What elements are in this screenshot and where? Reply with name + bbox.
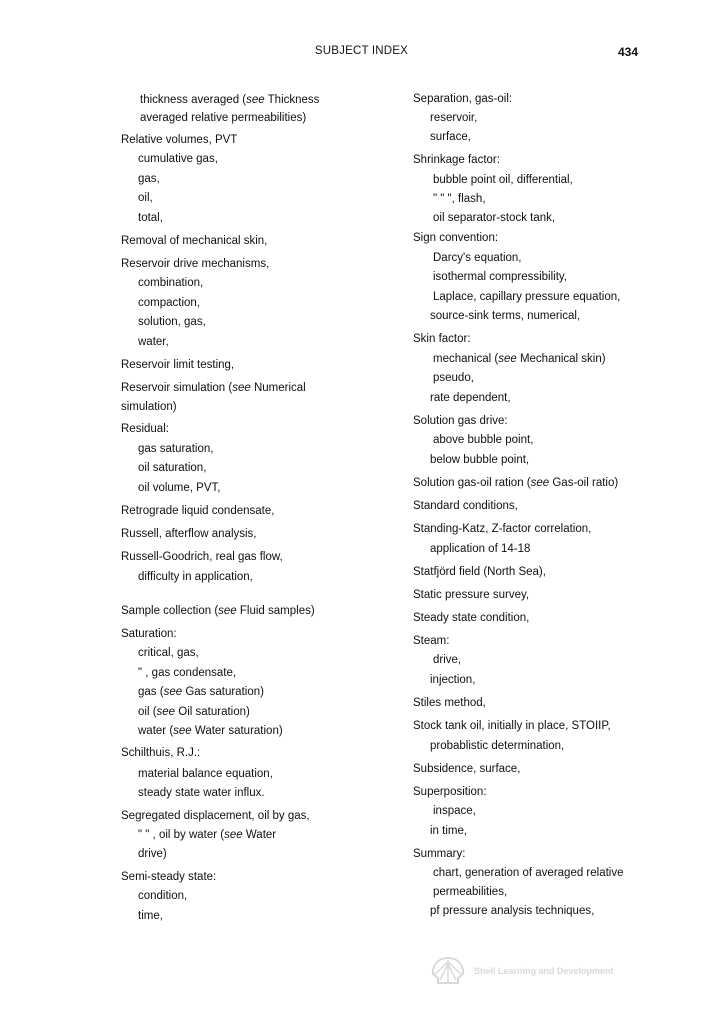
index-entry-text: oil separator-stock tank, [433, 212, 556, 224]
index-entry [121, 110, 306, 126]
index-entry-text: " , gas condensate, [138, 667, 237, 679]
index-entry-text: gas, [138, 173, 160, 185]
index-entry [121, 549, 283, 565]
index-entry [121, 314, 206, 330]
index-entry-text: Russell-Goodrich, real gas flow, [121, 551, 283, 563]
index-entry [413, 475, 618, 491]
index-entry-text: time, [138, 910, 163, 922]
footer-brand [430, 954, 660, 990]
index-entry-text: Summary: [413, 848, 466, 860]
see-reference-word: see [246, 94, 265, 106]
see-reference-word: see [232, 382, 251, 394]
index-entry [121, 785, 265, 801]
index-entry-text: Separation, gas-oil: [413, 93, 513, 105]
index-entry-text: Reservoir limit testing, [121, 359, 235, 371]
index-entry-text: Russell, afterflow analysis, [121, 528, 257, 540]
index-entry-text: Skin factor: [413, 333, 471, 345]
index-entry-text: " " ", flash, [433, 193, 486, 205]
index-entry [413, 289, 620, 305]
index-entry [413, 695, 486, 711]
index-entry-text: compaction, [138, 297, 201, 309]
index-entry-text: oil ( [138, 706, 157, 718]
index-entry [121, 684, 264, 700]
see-reference-target: Numerical [250, 382, 306, 394]
index-entry [413, 738, 564, 754]
index-entry-text: Solution gas drive: [413, 415, 508, 427]
index-entry [413, 351, 606, 367]
index-entry [121, 808, 310, 824]
index-entry-text: rate dependent, [430, 392, 511, 404]
index-entry-text: bubble point oil, differential, [433, 174, 573, 186]
see-reference-word: see [173, 725, 192, 737]
index-entry-text: pseudo, [433, 372, 474, 384]
index-entry-text: total, [138, 212, 163, 224]
index-entry-text: Static pressure survey, [413, 589, 530, 601]
index-entry [413, 803, 476, 819]
index-entry [413, 413, 508, 429]
index-entry [121, 704, 250, 720]
index-entry-text: injection, [430, 674, 476, 686]
index-entry [121, 569, 253, 585]
index-entry [121, 171, 160, 187]
index-entry [121, 460, 206, 476]
index-entry-text: Standing-Katz, Z-factor correlation, [413, 523, 592, 535]
index-entry-text: Superposition: [413, 786, 487, 798]
index-entry [121, 480, 220, 496]
index-entry-text: gas saturation, [138, 443, 214, 455]
index-entry-text: Stiles method, [413, 697, 486, 709]
see-reference-target: Water [242, 829, 277, 841]
see-reference-word: see [530, 477, 550, 489]
index-entry-text: Removal of mechanical skin, [121, 235, 268, 247]
see-reference-word: see [163, 686, 183, 698]
index-entry-text: Sample collection ( [121, 605, 219, 617]
index-entry-text: permeabilities, [433, 886, 508, 898]
index-entry [121, 603, 315, 619]
see-reference-target: Oil saturation) [175, 706, 250, 718]
index-entry [413, 390, 511, 406]
see-reference-target: Mechanical skin) [516, 353, 606, 365]
index-entry-text: condition, [138, 890, 188, 902]
index-entry [413, 633, 449, 649]
index-entry-text: " " , oil by water ( [138, 829, 225, 841]
index-entry-text: critical, gas, [138, 647, 199, 659]
index-entry [121, 151, 218, 167]
index-entry-text: Steady state condition, [413, 612, 530, 624]
index-entry [121, 441, 213, 457]
index-entry-text: Statfjörd field (North Sea), [413, 566, 546, 578]
footer-brand-text: Shell Learning and Development [474, 966, 614, 976]
index-entry-text: Subsidence, surface, [413, 763, 521, 775]
index-entry [121, 132, 237, 148]
index-entry [413, 521, 591, 537]
index-entry [413, 541, 530, 557]
index-entry [413, 784, 487, 800]
index-entry [121, 190, 153, 206]
index-entry-text: Shrinkage factor: [413, 154, 500, 166]
index-entry [413, 250, 522, 266]
index-entry-text: probablistic determination, [430, 740, 565, 752]
index-entry-text: solution, gas, [138, 316, 206, 328]
index-entry [121, 645, 199, 661]
index-entry-text: inspace, [433, 805, 476, 817]
index-entry-text: water, [138, 336, 169, 348]
index-entry [121, 421, 169, 437]
index-entry-text: pf pressure analysis techniques, [430, 905, 595, 917]
index-entry [413, 269, 567, 285]
index-entry-text: combination, [138, 277, 204, 289]
index-entry-text: gas ( [138, 686, 164, 698]
index-entry [121, 665, 236, 681]
index-entry-text: Semi-steady state: [121, 871, 217, 883]
index-entry [121, 888, 187, 904]
index-entry [121, 295, 200, 311]
index-entry-text: water ( [138, 725, 174, 737]
index-entry-text: below bubble point, [430, 454, 530, 466]
index-entry-text: surface, [430, 131, 471, 143]
index-entry [413, 370, 474, 386]
see-reference-target: Water saturation) [191, 725, 283, 737]
index-entry [413, 846, 465, 862]
index-entry [121, 723, 283, 739]
index-entry [121, 210, 163, 226]
index-entry-text: above bubble point, [433, 434, 534, 446]
see-reference-target: Fluid samples) [236, 605, 315, 617]
index-entry-text: simulation) [121, 401, 177, 413]
index-entry [121, 846, 167, 862]
index-entry [121, 92, 319, 108]
index-entry [413, 884, 507, 900]
index-entry-text: cumulative gas, [138, 153, 218, 165]
index-entry-text: Standard conditions, [413, 500, 518, 512]
index-entry [413, 761, 520, 777]
see-reference-word: see [224, 829, 243, 841]
index-entry-text: Schilthuis, R.J.: [121, 747, 201, 759]
index-entry [413, 230, 498, 246]
index-entry-text: isothermal compressibility, [433, 271, 567, 283]
index-entry-text: Retrograde liquid condensate, [121, 505, 275, 517]
index-entry [413, 587, 529, 603]
index-entry-text: Reservoir drive mechanisms, [121, 258, 270, 270]
index-entry [121, 869, 216, 885]
index-entry [413, 191, 486, 207]
index-entry [413, 672, 475, 688]
index-entry-text: oil volume, PVT, [138, 482, 221, 494]
index-entry [121, 357, 234, 373]
index-entry-text: drive) [138, 848, 167, 860]
index-entry-text: Steam: [413, 635, 450, 647]
index-entry [413, 152, 500, 168]
index-entry [121, 256, 269, 272]
see-reference-word: see [498, 353, 517, 365]
index-entry [121, 766, 273, 782]
index-entry-text: chart, generation of averaged relative [433, 867, 624, 879]
index-entry [413, 610, 529, 626]
index-entry [121, 526, 257, 542]
index-entry-text: Solution gas-oil ration ( [413, 477, 531, 489]
index-entry [121, 275, 203, 291]
index-entry-text: material balance equation, [138, 768, 273, 780]
see-reference-target: Gas-oil ratio) [549, 477, 619, 489]
index-entry-text: Relative volumes, PVT [121, 134, 238, 146]
index-entry-text: oil saturation, [138, 462, 207, 474]
shell-logo-icon [430, 956, 466, 986]
index-entry [121, 334, 169, 350]
index-entry-text: Reservoir simulation ( [121, 382, 233, 394]
see-reference-word: see [156, 706, 176, 718]
index-entry-text: source-sink terms, numerical, [430, 310, 581, 322]
index-entry-text: thickness averaged ( [140, 94, 247, 106]
index-entry [121, 380, 306, 396]
index-entry [413, 210, 555, 226]
index-entry-text: application of 14-18 [430, 543, 531, 555]
index-entry [121, 503, 274, 519]
index-entry [121, 233, 267, 249]
index-entry [413, 823, 467, 839]
index-entry [413, 308, 580, 324]
index-entry [413, 91, 512, 107]
index-entry [121, 908, 163, 924]
index-entry [413, 110, 477, 126]
index-entry-text: Segregated displacement, oil by gas, [121, 810, 310, 822]
index-entry [121, 745, 200, 761]
index-entry-text: oil, [138, 192, 153, 204]
index-entry-text: drive, [433, 654, 462, 666]
index-entry-text: mechanical ( [433, 353, 499, 365]
page-number: 434 [617, 45, 638, 59]
see-reference-target: Thickness [264, 94, 320, 106]
index-entry [413, 498, 518, 514]
index-entry [413, 452, 529, 468]
index-entry [413, 718, 611, 734]
index-entry [413, 903, 594, 919]
index-entry [413, 652, 461, 668]
index-entry-text: steady state water influx. [138, 787, 265, 799]
see-reference-target: Gas saturation) [182, 686, 264, 698]
index-entry [413, 129, 471, 145]
index-entry [121, 399, 177, 415]
index-entry [413, 865, 624, 881]
index-entry-text: averaged relative permeabilities) [140, 112, 307, 124]
index-entry [413, 172, 573, 188]
index-entry [413, 564, 546, 580]
index-entry-text: difficulty in application, [138, 571, 253, 583]
index-entry-text: Saturation: [121, 628, 177, 640]
index-entry-text: reservoir, [430, 112, 478, 124]
running-header-title: SUBJECT INDEX [314, 45, 409, 57]
index-entry [121, 827, 276, 843]
index-entry-text: Stock tank oil, initially in place, STOIIP, [413, 720, 611, 732]
see-reference-word: see [218, 605, 237, 617]
index-entry-text: Residual: [121, 423, 169, 435]
index-entry [413, 331, 471, 347]
index-entry-text: Laplace, capillary pressure equation, [433, 291, 621, 303]
index-entry-text: Darcy's equation, [433, 252, 522, 264]
index-entry [121, 626, 177, 642]
index-entry-text: Sign convention: [413, 232, 499, 244]
index-entry-text: in time, [430, 825, 468, 837]
index-entry [413, 432, 533, 448]
